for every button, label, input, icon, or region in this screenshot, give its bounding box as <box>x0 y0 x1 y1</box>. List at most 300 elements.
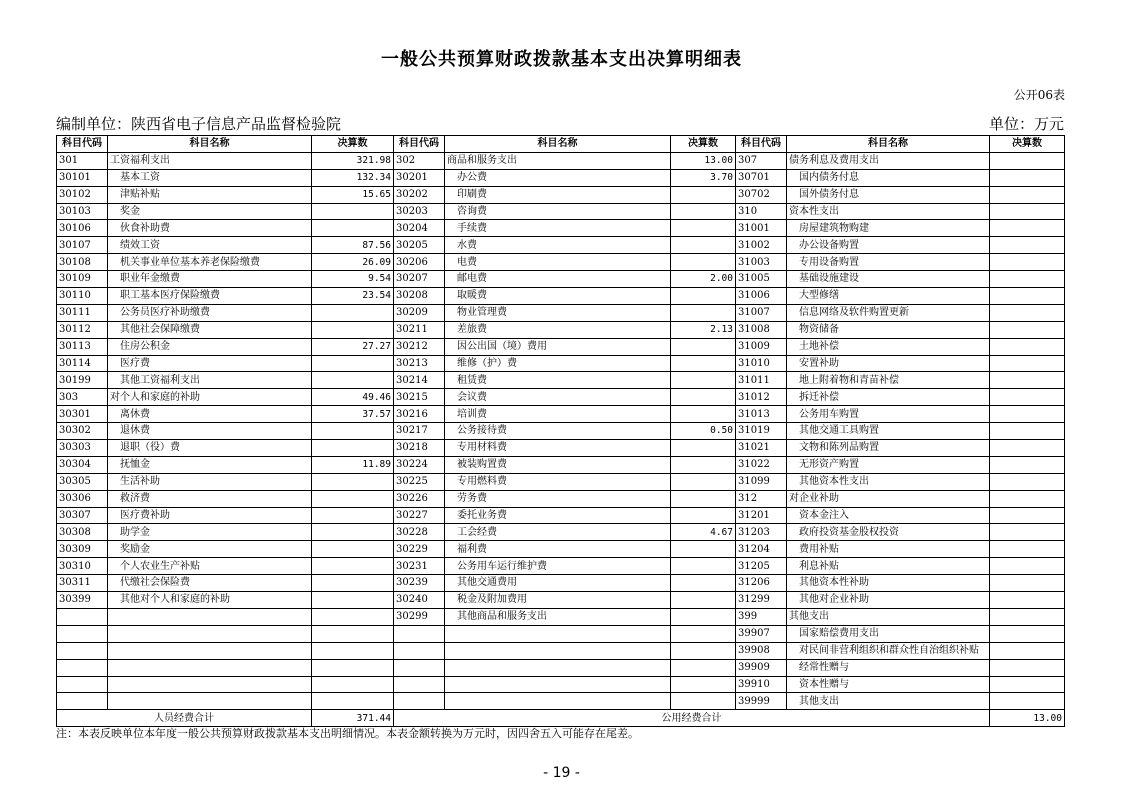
amount-cell: 2.13 <box>671 321 736 338</box>
subject-code-cell: 30217 <box>394 423 445 440</box>
table-row <box>57 186 1065 203</box>
subject-name-cell: 费用补贴 <box>787 541 990 558</box>
subject-code-cell: 30228 <box>394 524 445 541</box>
subject-name-cell: 医疗费 <box>108 355 312 372</box>
amount-cell <box>990 304 1065 321</box>
table-row <box>57 406 1065 423</box>
table-row <box>57 152 1065 169</box>
table-row <box>57 389 1065 406</box>
amount-cell <box>671 237 736 254</box>
amount-cell: 11.89 <box>312 456 394 473</box>
amount-cell <box>671 186 736 203</box>
amount-cell <box>312 592 394 609</box>
amount-cell <box>671 592 736 609</box>
subject-code-cell: 31006 <box>736 288 787 305</box>
amount-cell <box>990 558 1065 575</box>
subject-name-cell: 其他资本性补助 <box>787 575 990 592</box>
amount-cell <box>990 372 1065 389</box>
unit-label: 单位：万元 <box>988 115 1064 133</box>
subject-name-cell: 公务接待费 <box>445 423 671 440</box>
subject-code-cell: 30301 <box>57 406 108 423</box>
table-row <box>57 203 1065 220</box>
amount-cell <box>990 338 1065 355</box>
subject-code-cell: 31204 <box>736 541 787 558</box>
subject-code-cell <box>57 659 108 676</box>
subject-code-cell: 30113 <box>57 338 108 355</box>
subject-code-cell: 30399 <box>57 592 108 609</box>
amount-cell <box>671 575 736 592</box>
subject-code-cell: 30111 <box>57 304 108 321</box>
subject-code-cell: 399 <box>736 608 787 625</box>
subject-name-cell: 债务利息及费用支出 <box>787 152 990 169</box>
amount-cell <box>312 507 394 524</box>
subject-name-cell: 其他交通费用 <box>445 575 671 592</box>
amount-cell <box>671 558 736 575</box>
subject-name-cell: 因公出国（境）费用 <box>445 338 671 355</box>
table-row <box>57 659 1065 676</box>
subject-name-cell: 办公费 <box>445 169 671 186</box>
amount-cell <box>990 321 1065 338</box>
amount-cell <box>671 693 736 710</box>
subject-name-cell: 住房公积金 <box>108 338 312 355</box>
amount-cell <box>990 271 1065 288</box>
subject-code-cell: 30102 <box>57 186 108 203</box>
subject-name-cell: 大型修缮 <box>787 288 990 305</box>
subject-name-cell: 咨询费 <box>445 203 671 220</box>
amount-cell <box>312 304 394 321</box>
subject-code-cell: 312 <box>736 490 787 507</box>
subject-name-cell: 离休费 <box>108 406 312 423</box>
table-row <box>57 423 1065 440</box>
subject-name-cell: 对个人和家庭的补助 <box>108 389 312 406</box>
amount-cell <box>671 406 736 423</box>
subject-name-cell: 专用燃料费 <box>445 473 671 490</box>
subject-code-cell: 30110 <box>57 288 108 305</box>
subject-name-cell: 工会经费 <box>445 524 671 541</box>
subject-name-cell: 医疗费补助 <box>108 507 312 524</box>
table-row <box>57 288 1065 305</box>
subject-code-cell: 30203 <box>394 203 445 220</box>
subject-code-cell: 30225 <box>394 473 445 490</box>
subject-name-cell: 生活补助 <box>108 473 312 490</box>
amount-cell <box>671 625 736 642</box>
subject-code-cell <box>394 693 445 710</box>
public-total-value: 13.00 <box>990 710 1065 727</box>
subject-code-cell: 310 <box>736 203 787 220</box>
header-cell: 科目代码 <box>57 136 108 153</box>
amount-cell <box>990 237 1065 254</box>
amount-cell <box>990 608 1065 625</box>
subject-name-cell: 安置补助 <box>787 355 990 372</box>
header-cell: 科目名称 <box>445 136 671 153</box>
subject-name-cell: 劳务费 <box>445 490 671 507</box>
subject-code-cell: 31011 <box>736 372 787 389</box>
subject-name-cell: 其他工资福利支出 <box>108 372 312 389</box>
amount-cell <box>312 321 394 338</box>
subject-code-cell: 30702 <box>736 186 787 203</box>
subject-name-cell: 公务用车购置 <box>787 406 990 423</box>
subject-code-cell: 30310 <box>57 558 108 575</box>
subject-code-cell <box>57 693 108 710</box>
subject-code-cell: 31012 <box>736 389 787 406</box>
subject-name-cell <box>108 676 312 693</box>
subject-name-cell: 救济费 <box>108 490 312 507</box>
subject-code-cell: 30218 <box>394 440 445 457</box>
subject-code-cell: 30240 <box>394 592 445 609</box>
header-row <box>57 136 1065 153</box>
subject-code-cell: 30309 <box>57 541 108 558</box>
amount-cell <box>990 507 1065 524</box>
subject-name-cell: 福利费 <box>445 541 671 558</box>
table-row <box>57 355 1065 372</box>
table-row <box>57 676 1065 693</box>
subject-name-cell: 职业年金缴费 <box>108 271 312 288</box>
subject-name-cell: 奖金 <box>108 203 312 220</box>
subject-name-cell: 电费 <box>445 254 671 271</box>
subject-code-cell: 30239 <box>394 575 445 592</box>
subject-name-cell: 职工基本医疗保险缴费 <box>108 288 312 305</box>
amount-cell <box>671 490 736 507</box>
amount-cell <box>990 288 1065 305</box>
amount-cell <box>990 152 1065 169</box>
subject-name-cell: 其他对企业补助 <box>787 592 990 609</box>
subject-code-cell: 30311 <box>57 575 108 592</box>
subject-name-cell <box>445 676 671 693</box>
subject-name-cell: 其他商品和服务支出 <box>445 608 671 625</box>
subject-name-cell <box>445 693 671 710</box>
amount-cell <box>312 541 394 558</box>
amount-cell <box>671 355 736 372</box>
subject-code-cell <box>394 659 445 676</box>
amount-cell <box>671 254 736 271</box>
table-row <box>57 558 1065 575</box>
subject-code-cell: 30101 <box>57 169 108 186</box>
subject-name-cell: 信息网络及软件购置更新 <box>787 304 990 321</box>
amount-cell <box>990 541 1065 558</box>
subject-code-cell: 30306 <box>57 490 108 507</box>
amount-cell <box>990 456 1065 473</box>
amount-cell <box>671 473 736 490</box>
subject-code-cell: 30114 <box>57 355 108 372</box>
amount-cell <box>990 490 1065 507</box>
subject-code-cell: 30304 <box>57 456 108 473</box>
subject-name-cell: 资本性支出 <box>787 203 990 220</box>
subject-name-cell <box>445 625 671 642</box>
header-cell: 科目名称 <box>787 136 990 153</box>
amount-cell <box>312 608 394 625</box>
subject-code-cell <box>57 676 108 693</box>
subject-name-cell: 手续费 <box>445 220 671 237</box>
subject-code-cell: 39999 <box>736 693 787 710</box>
amount-cell: 37.57 <box>312 406 394 423</box>
subject-name-cell: 公务员医疗补助缴费 <box>108 304 312 321</box>
amount-cell <box>990 389 1065 406</box>
subject-code-cell: 31206 <box>736 575 787 592</box>
table-row <box>57 693 1065 710</box>
subject-code-cell: 30308 <box>57 524 108 541</box>
subject-name-cell: 对企业补助 <box>787 490 990 507</box>
amount-cell <box>671 203 736 220</box>
subject-code-cell: 302 <box>394 152 445 169</box>
org-label: 编制单位：陕西省电子信息产品监督检验院 <box>56 115 342 133</box>
subject-code-cell: 30108 <box>57 254 108 271</box>
subject-name-cell: 其他支出 <box>787 693 990 710</box>
subject-code-cell: 39909 <box>736 659 787 676</box>
footnote: 注：本表反映单位本年度一般公共预算财政拨款基本支出明细情况。本表金额转换为万元时，因四舍五入可能存在尾差。 <box>56 727 639 740</box>
subject-name-cell: 资本性赠与 <box>787 676 990 693</box>
subject-code-cell: 31205 <box>736 558 787 575</box>
amount-cell <box>671 541 736 558</box>
amount-cell <box>990 524 1065 541</box>
subject-code-cell: 30205 <box>394 237 445 254</box>
table-row <box>57 592 1065 609</box>
expenditure-table <box>56 135 1065 727</box>
table-row <box>57 507 1065 524</box>
header-cell: 科目名称 <box>108 136 312 153</box>
personnel-total-label: 人员经费合计 <box>57 710 312 727</box>
subject-code-cell <box>57 625 108 642</box>
subject-name-cell <box>445 642 671 659</box>
subject-name-cell: 租赁费 <box>445 372 671 389</box>
header-cell: 决算数 <box>671 136 736 153</box>
table-row <box>57 237 1065 254</box>
table-row <box>57 169 1065 186</box>
subject-name-cell: 代缴社会保险费 <box>108 575 312 592</box>
amount-cell: 321.98 <box>312 152 394 169</box>
table-row <box>57 440 1065 457</box>
subject-code-cell: 30216 <box>394 406 445 423</box>
subject-code-cell: 31299 <box>736 592 787 609</box>
amount-cell <box>990 625 1065 642</box>
table-row <box>57 473 1065 490</box>
table-row <box>57 456 1065 473</box>
page-title: 一般公共预算财政拨款基本支出决算明细表 <box>381 49 742 70</box>
amount-cell <box>312 676 394 693</box>
amount-cell <box>312 575 394 592</box>
subject-name-cell: 水费 <box>445 237 671 254</box>
subject-code-cell: 30106 <box>57 220 108 237</box>
amount-cell: 15.65 <box>312 186 394 203</box>
subject-code-cell: 39907 <box>736 625 787 642</box>
subject-code-cell: 30201 <box>394 169 445 186</box>
subject-name-cell: 津贴补贴 <box>108 186 312 203</box>
org-unit-line <box>56 113 1064 135</box>
amount-cell <box>671 304 736 321</box>
amount-cell: 9.54 <box>312 271 394 288</box>
subject-name-cell <box>108 693 312 710</box>
subject-code-cell: 39908 <box>736 642 787 659</box>
amount-cell <box>312 372 394 389</box>
amount-cell: 3.70 <box>671 169 736 186</box>
amount-cell <box>990 440 1065 457</box>
amount-cell <box>990 423 1065 440</box>
subject-name-cell: 其他资本性支出 <box>787 473 990 490</box>
subject-code-cell: 30214 <box>394 372 445 389</box>
table-row <box>57 575 1065 592</box>
header-cell: 科目代码 <box>736 136 787 153</box>
subject-name-cell: 其他社会保障缴费 <box>108 321 312 338</box>
subject-code-cell: 31007 <box>736 304 787 321</box>
subject-name-cell: 地上附着物和青苗补偿 <box>787 372 990 389</box>
amount-cell: 13.00 <box>671 152 736 169</box>
amount-cell <box>990 575 1065 592</box>
subject-code-cell <box>394 642 445 659</box>
subject-code-cell: 30202 <box>394 186 445 203</box>
subject-name-cell: 经常性赠与 <box>787 659 990 676</box>
amount-cell <box>671 338 736 355</box>
amount-cell <box>671 676 736 693</box>
amount-cell <box>990 693 1065 710</box>
subject-code-cell: 31201 <box>736 507 787 524</box>
subject-code-cell: 30204 <box>394 220 445 237</box>
subject-code-cell <box>57 608 108 625</box>
amount-cell: 87.56 <box>312 237 394 254</box>
amount-cell <box>312 220 394 237</box>
subject-name-cell: 文物和陈列品购置 <box>787 440 990 457</box>
table-row <box>57 372 1065 389</box>
subject-code-cell: 30209 <box>394 304 445 321</box>
subject-name-cell: 培训费 <box>445 406 671 423</box>
amount-cell: 26.09 <box>312 254 394 271</box>
subject-code-cell: 30302 <box>57 423 108 440</box>
subject-code-cell: 31008 <box>736 321 787 338</box>
amount-cell <box>990 473 1065 490</box>
subject-name-cell: 国内债务付息 <box>787 169 990 186</box>
amount-cell <box>671 389 736 406</box>
amount-cell <box>671 440 736 457</box>
subject-code-cell: 30109 <box>57 271 108 288</box>
subject-name-cell: 抚恤金 <box>108 456 312 473</box>
subject-name-cell <box>108 642 312 659</box>
table-row <box>57 625 1065 642</box>
subject-code-cell: 31021 <box>736 440 787 457</box>
subject-code-cell: 30231 <box>394 558 445 575</box>
table-row <box>57 608 1065 625</box>
amount-cell <box>671 507 736 524</box>
subject-name-cell: 差旅费 <box>445 321 671 338</box>
header-cell: 科目代码 <box>394 136 445 153</box>
amount-cell <box>990 220 1065 237</box>
subject-name-cell: 个人农业生产补贴 <box>108 558 312 575</box>
subject-name-cell: 邮电费 <box>445 271 671 288</box>
table-row <box>57 490 1065 507</box>
subject-name-cell: 专用材料费 <box>445 440 671 457</box>
subject-name-cell: 奖励金 <box>108 541 312 558</box>
subject-name-cell: 拆迁补偿 <box>787 389 990 406</box>
page-number: - 19 - <box>543 765 580 781</box>
subject-code-cell: 30199 <box>57 372 108 389</box>
subject-code-cell: 31001 <box>736 220 787 237</box>
subject-name-cell: 房屋建筑物购建 <box>787 220 990 237</box>
subject-code-cell: 30226 <box>394 490 445 507</box>
subject-name-cell: 物业管理费 <box>445 304 671 321</box>
amount-cell <box>990 169 1065 186</box>
subject-code-cell: 301 <box>57 152 108 169</box>
amount-cell <box>990 642 1065 659</box>
amount-cell <box>671 659 736 676</box>
table-row <box>57 271 1065 288</box>
amount-cell: 2.00 <box>671 271 736 288</box>
amount-cell <box>312 440 394 457</box>
subject-code-cell: 31010 <box>736 355 787 372</box>
amount-cell <box>671 220 736 237</box>
subject-name-cell: 工资福利支出 <box>108 152 312 169</box>
subject-code-cell: 31203 <box>736 524 787 541</box>
subject-name-cell: 其他交通工具购置 <box>787 423 990 440</box>
amount-cell <box>312 524 394 541</box>
public-total-label: 公用经费合计 <box>394 710 990 727</box>
subject-code-cell: 30112 <box>57 321 108 338</box>
table-row <box>57 254 1065 271</box>
subject-name-cell: 基本工资 <box>108 169 312 186</box>
amount-cell: 49.46 <box>312 389 394 406</box>
subject-code-cell: 30107 <box>57 237 108 254</box>
personnel-total-value: 371.44 <box>312 710 394 727</box>
subject-code-cell: 307 <box>736 152 787 169</box>
subject-code-cell: 30701 <box>736 169 787 186</box>
amount-cell <box>671 642 736 659</box>
subject-name-cell: 对民间非营利组织和群众性自治组织补贴 <box>787 642 990 659</box>
subject-name-cell: 物资储备 <box>787 321 990 338</box>
subject-name-cell: 机关事业单位基本养老保险缴费 <box>108 254 312 271</box>
subject-name-cell: 助学金 <box>108 524 312 541</box>
subject-name-cell <box>445 659 671 676</box>
subject-code-cell: 30305 <box>57 473 108 490</box>
amount-cell <box>312 659 394 676</box>
subject-name-cell: 土地补偿 <box>787 338 990 355</box>
amount-cell <box>990 659 1065 676</box>
amount-cell <box>312 473 394 490</box>
amount-cell <box>990 592 1065 609</box>
amount-cell <box>671 372 736 389</box>
subject-code-cell: 303 <box>57 389 108 406</box>
subject-name-cell: 专用设备购置 <box>787 254 990 271</box>
subject-code-cell: 39910 <box>736 676 787 693</box>
amount-cell <box>990 355 1065 372</box>
subject-code-cell: 31003 <box>736 254 787 271</box>
subject-name-cell <box>108 659 312 676</box>
amount-cell <box>312 558 394 575</box>
amount-cell <box>312 203 394 220</box>
subject-code-cell: 30207 <box>394 271 445 288</box>
amount-cell <box>990 676 1065 693</box>
subject-code-cell <box>394 676 445 693</box>
table-row <box>57 642 1065 659</box>
subject-name-cell: 取暖费 <box>445 288 671 305</box>
amount-cell <box>990 254 1065 271</box>
subject-name-cell: 无形资产购置 <box>787 456 990 473</box>
subject-code-cell: 31022 <box>736 456 787 473</box>
subject-code-cell: 30307 <box>57 507 108 524</box>
subject-name-cell: 维修（护）费 <box>445 355 671 372</box>
amount-cell <box>312 642 394 659</box>
subject-name-cell: 退职（役）费 <box>108 440 312 457</box>
subject-code-cell: 30227 <box>394 507 445 524</box>
subject-name-cell: 退休费 <box>108 423 312 440</box>
amount-cell: 4.67 <box>671 524 736 541</box>
subject-code-cell: 31099 <box>736 473 787 490</box>
subject-name-cell: 被装购置费 <box>445 456 671 473</box>
subject-code-cell: 31019 <box>736 423 787 440</box>
amount-cell: 27.27 <box>312 338 394 355</box>
amount-cell <box>990 203 1065 220</box>
subject-code-cell <box>394 625 445 642</box>
subject-code-cell: 30299 <box>394 608 445 625</box>
amount-cell: 0.50 <box>671 423 736 440</box>
subject-name-cell: 政府投资基金股权投资 <box>787 524 990 541</box>
subject-name-cell: 资本金注入 <box>787 507 990 524</box>
subject-name-cell <box>108 625 312 642</box>
